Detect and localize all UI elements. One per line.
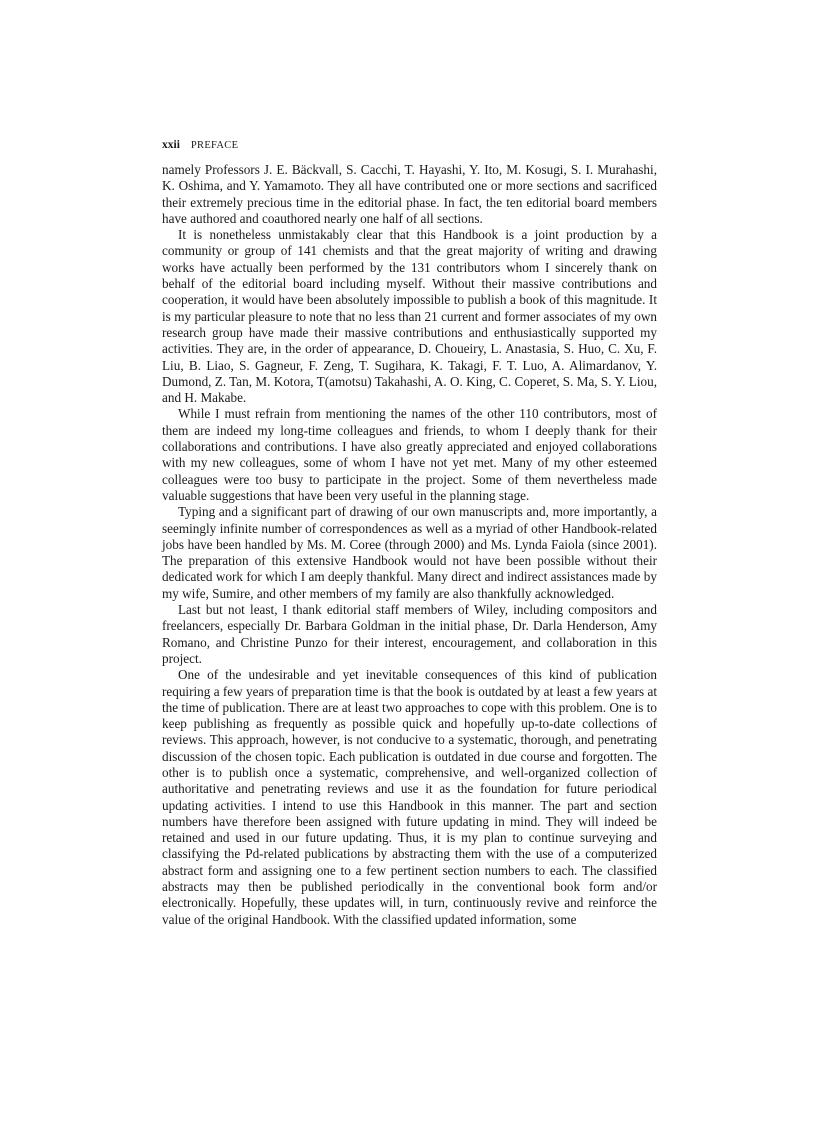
paragraph-typing: Typing and a significant part of drawing of our own manuscripts and, more importantly, a seemingly infinite number of correspondences as well as a myriad of other Handbook-related jobs have been handled by Ms. M. Coree (through 2000) and Ms. Lynda Faiola (since 2001). The preparation of this extensive Handbook would not have been possible without their dedicated work for which I am deeply thankful. Many direct and indirect assistances made by my wife, Sumire, and other members of my family are also thankfully acknowledged. xyxy=(162,504,657,601)
paragraph-continued: namely Professors J. E. Bäckvall, S. Cacchi, T. Hayashi, Y. Ito, M. Kosugi, S. I. Murahashi, K. Oshima, and Y. Yamamoto. They all have contributed one or more sections and sacrificed their extremely precious time in the editorial phase. In fact, the ten editorial board members have authored and coauthored nearly one half of all sections. xyxy=(162,162,657,226)
paragraph-updating: One of the undesirable and yet inevitable consequences of this kind of publication requiring a few years of preparation time is that the book is outdated by at least a few years at the time of publication. There are at least two approaches to cope with this problem. One is to keep publishing as frequently as possible quick and hopefully up-to-date collections of reviews. This approach, however, is not conducive to a systematic, thorough, and penetrating discussion of the chosen topic. Each publication is outdated in due course and forgotten. The other is to publish once a systematic, comprehensive, and well-organized collection of authoritative and penetrating reviews and use it as the foundation for future periodical updating activities. I intend to use this Handbook in this manner. The part and section numbers have therefore been assigned with future updating in mind. They will indeed be retained and used in our future updating. Thus, it is my plan to continue surveying and classifying the Pd-related publications by abstracting them with the use of a computerized abstract form and assigning one to a few pertinent section numbers to each. The classified abstracts may then be published periodically in the conventional book form and/or electronically. Hopefully, these updates will, in turn, continuously revive and reinforce the value of the original Handbook. With the classified updated information, some xyxy=(162,667,657,927)
paragraph-wiley-staff: Last but not least, I thank editorial staff members of Wiley, including compositors and freelancers, especially Dr. Barbara Goldman in the initial phase, Dr. Darla Henderson, Amy Romano, and Christine Punzo for their interest, encouragement, and collaboration in this project. xyxy=(162,602,657,666)
book-page xyxy=(162,138,657,928)
section-title: PREFACE xyxy=(190,140,239,151)
page-number: xxii xyxy=(162,139,180,151)
paragraph-colleagues: While I must refrain from mentioning the names of the other 110 contributors, most of them are indeed my long-time colleagues and friends, to whom I deeply thank for their collaborations and contributions. I have also greatly appreciated and enjoyed collaborations with my new colleagues, some of whom I have not yet met. Many of my other esteemed colleagues were too busy to participate in the project. Some of them nevertheless made valuable suggestions that have been very useful in the planning stage. xyxy=(162,406,657,503)
paragraph-contributors: It is nonetheless unmistakably clear that this Handbook is a joint production by a community or group of 141 chemists and that the great majority of writing and drawing works have actually been performed by the 131 contributors whom I sincerely thank on behalf of the editorial board including myself. Without their massive contributions and cooperation, it would have been absolutely impossible to publish a book of this magnitude. It is my particular pleasure to note that no less than 21 current and former associates of my own research group have made their massive contributions and enthusiastically supported my activities. They are, in the order of appearance, D. Choueiry, L. Anastasia, S. Huo, C. Xu, F. Liu, B. Liao, S. Gagneur, F. Zeng, T. Sugihara, K. Takagi, F. T. Luo, A. Alimardanov, Y. Dumond, Z. Tan, M. Kotora, T(amotsu) Takahashi, A. O. King, C. Coperet, S. Ma, S. Y. Liou, and H. Makabe. xyxy=(162,227,657,406)
body-text xyxy=(162,162,657,928)
running-head xyxy=(162,138,657,153)
